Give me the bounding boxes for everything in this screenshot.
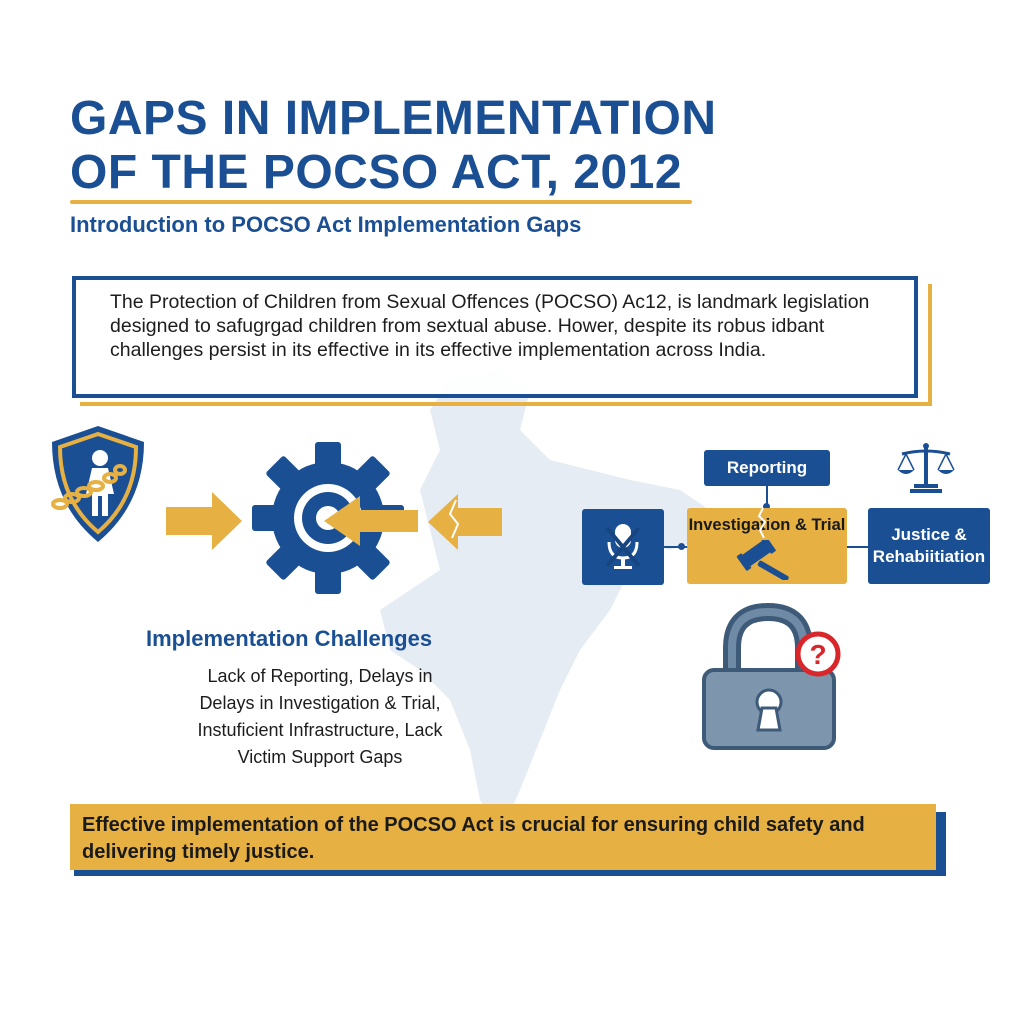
conclusion-banner [70,804,936,870]
justice-label-line-2: Rehabiitiation [872,547,986,566]
investigation-label: Investigation & Trial [688,516,846,534]
intro-box [72,276,918,398]
title-underline [70,200,692,204]
subtitle: Introduction to POCSO Act Implementation Gaps [70,212,582,237]
connector-dot [678,543,685,550]
justice-rehabilitation-node [868,508,990,584]
muted-microphone-icon [603,522,643,572]
connector-investigation-justice [847,546,869,548]
padlock-question-icon [696,602,846,752]
challenges-title: Implementation Challenges [146,626,433,651]
arrow-right-icon [166,492,242,550]
scales-of-justice-icon [896,442,956,494]
svg-text:?: ? [809,639,827,670]
shield-child-chain-icon [48,424,148,544]
arrow-left-icon [324,496,418,546]
page-title [70,92,770,200]
title-line-2: OF THE POCSO ACT, 2012 [70,146,683,199]
challenge-line: Lack of Reporting, Delays in [207,666,433,686]
title-line-1: GAPS IN IMPLEMENTATION [70,92,717,145]
intro-text: The Protection of Children from Sexual Offences (POCSO) Ac12, is landmark legislation designed to safugrgad children from sextual abuse. Hower, despite its robus idbant challenges persist in its effective in its effective implementation across India. [110,291,870,361]
reporting-barrier-node [582,509,664,585]
conclusion-text: Effective implementation of the POCSO Act is crucial for ensuring child safety and delivering timely justice. [82,814,865,863]
crack-line [756,508,770,538]
justice-label-line-1: Justice & [891,525,967,544]
gavel-icon [736,540,796,580]
reporting-node: Reporting [704,450,830,486]
broken-arrow-left-icon [428,494,502,550]
challenge-line: Delays in Investigation & Trial, [199,693,441,713]
challenges-list [160,663,480,771]
challenge-line: Instuficient Infrastructure, Lack [197,720,443,740]
challenge-line: Victim Support Gaps [237,747,403,767]
